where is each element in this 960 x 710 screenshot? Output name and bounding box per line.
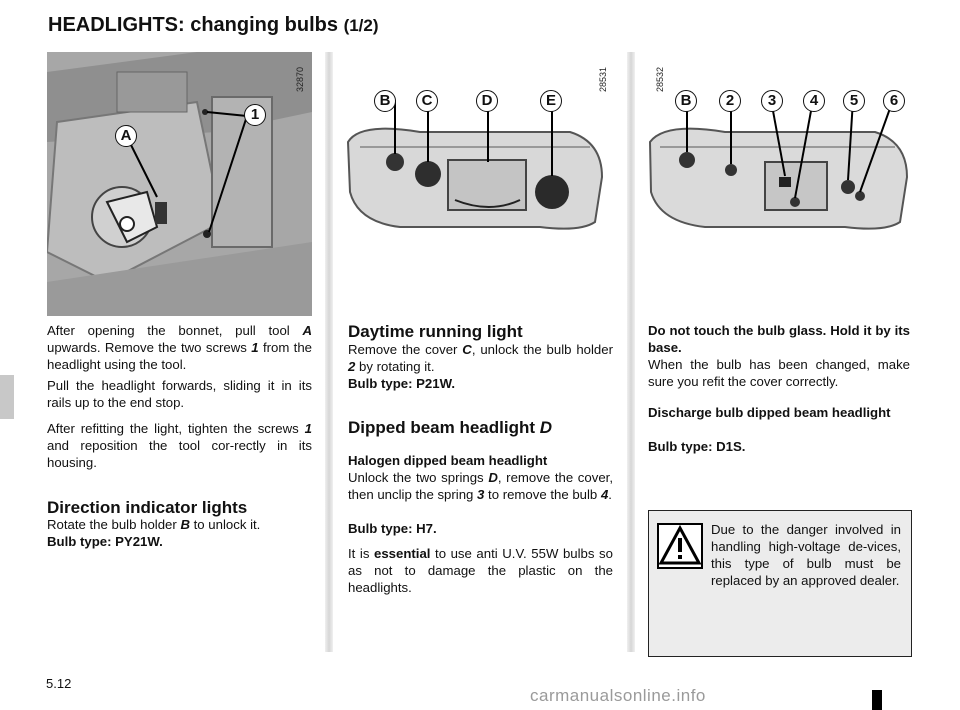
- instruction-uv-bulbs: It is essential to use anti U.V. 55W bulbs so as not to damage the plastic on the headlights.: [348, 546, 613, 595]
- section-heading-direction-indicator: Direction indicator lights: [47, 498, 248, 517]
- instruction-dipped-beam: Unlock the two springs D, remove the cover, then unclip the spring 3 to remove the bulb 4.: [348, 470, 613, 502]
- chapter-tab: [0, 375, 14, 419]
- page-title: HEADLIGHTS: changing bulbs (1/2): [48, 14, 379, 36]
- figure-reference: 32870: [295, 66, 305, 92]
- section-heading-dipped-beam: Dipped beam headlight D: [348, 418, 553, 437]
- headlight-rear-photo-b23456: [645, 52, 915, 312]
- callout-6: 6: [883, 90, 905, 112]
- warning-bulb-glass: Do not touch the bulb glass. Hold it by its base.: [648, 323, 910, 355]
- figure-reference: 28532: [655, 66, 665, 92]
- callout-1: 1: [244, 104, 266, 126]
- callout-b: B: [675, 90, 697, 112]
- engine-bay-illustration: [47, 52, 312, 316]
- watermark: carmanualsonline.info: [530, 686, 706, 705]
- instruction-indicator: Rotate the bulb holder B to unlock it.: [47, 517, 261, 532]
- callout-3: 3: [761, 90, 783, 112]
- bulb-type-d1s: Bulb type: D1S.: [648, 439, 746, 454]
- callout-d: D: [476, 90, 498, 112]
- callout-a: A: [115, 125, 137, 147]
- callout-b: B: [374, 90, 396, 112]
- bulb-type-h7: Bulb type: H7.: [348, 521, 437, 536]
- bulb-type-drl: Bulb type: P21W.: [348, 376, 455, 391]
- bulb-type-indicator: Bulb type: PY21W.: [47, 534, 163, 549]
- instruction-refit-cover: When the bulb has been changed, make sure you refit the cover correctly.: [648, 357, 910, 389]
- callout-4: 4: [803, 90, 825, 112]
- subheading-halogen: Halogen dipped beam headlight: [348, 453, 548, 468]
- headlight-rear-photo-bcde: [340, 52, 615, 312]
- high-voltage-warning-box: [648, 510, 912, 657]
- callout-e: E: [540, 90, 562, 112]
- section-heading-daytime-running-light: Daytime running light: [348, 322, 523, 341]
- callout-2: 2: [719, 90, 741, 112]
- column-divider: [325, 52, 333, 652]
- corner-marker: [872, 690, 882, 710]
- subheading-discharge-bulb: Discharge bulb dipped beam headlight: [648, 405, 891, 420]
- engine-bay-photo: [47, 52, 312, 316]
- warning-text: Due to the danger involved in handling high-voltage de-vices, this type of bulb must be replaced by an approved dealer.: [711, 522, 901, 588]
- page-number: 5.12: [46, 676, 72, 691]
- figure-reference: 28531: [598, 66, 608, 92]
- column-divider: [627, 52, 635, 652]
- instruction-remove-screws: After opening the bonnet, pull tool A upwards. Remove the two screws 1 from the headlight using the tool.: [47, 323, 312, 372]
- instruction-drl: Remove the cover C, unlock the bulb holder 2 by rotating it.: [348, 342, 613, 374]
- callout-c: C: [416, 90, 438, 112]
- instruction-pull-headlight: Pull the headlight forwards, sliding it in its rails up to the end stop.: [47, 378, 312, 410]
- callout-5: 5: [843, 90, 865, 112]
- instruction-refit: After refitting the light, tighten the screws 1 and reposition the tool cor-rectly in its housing.: [47, 421, 312, 470]
